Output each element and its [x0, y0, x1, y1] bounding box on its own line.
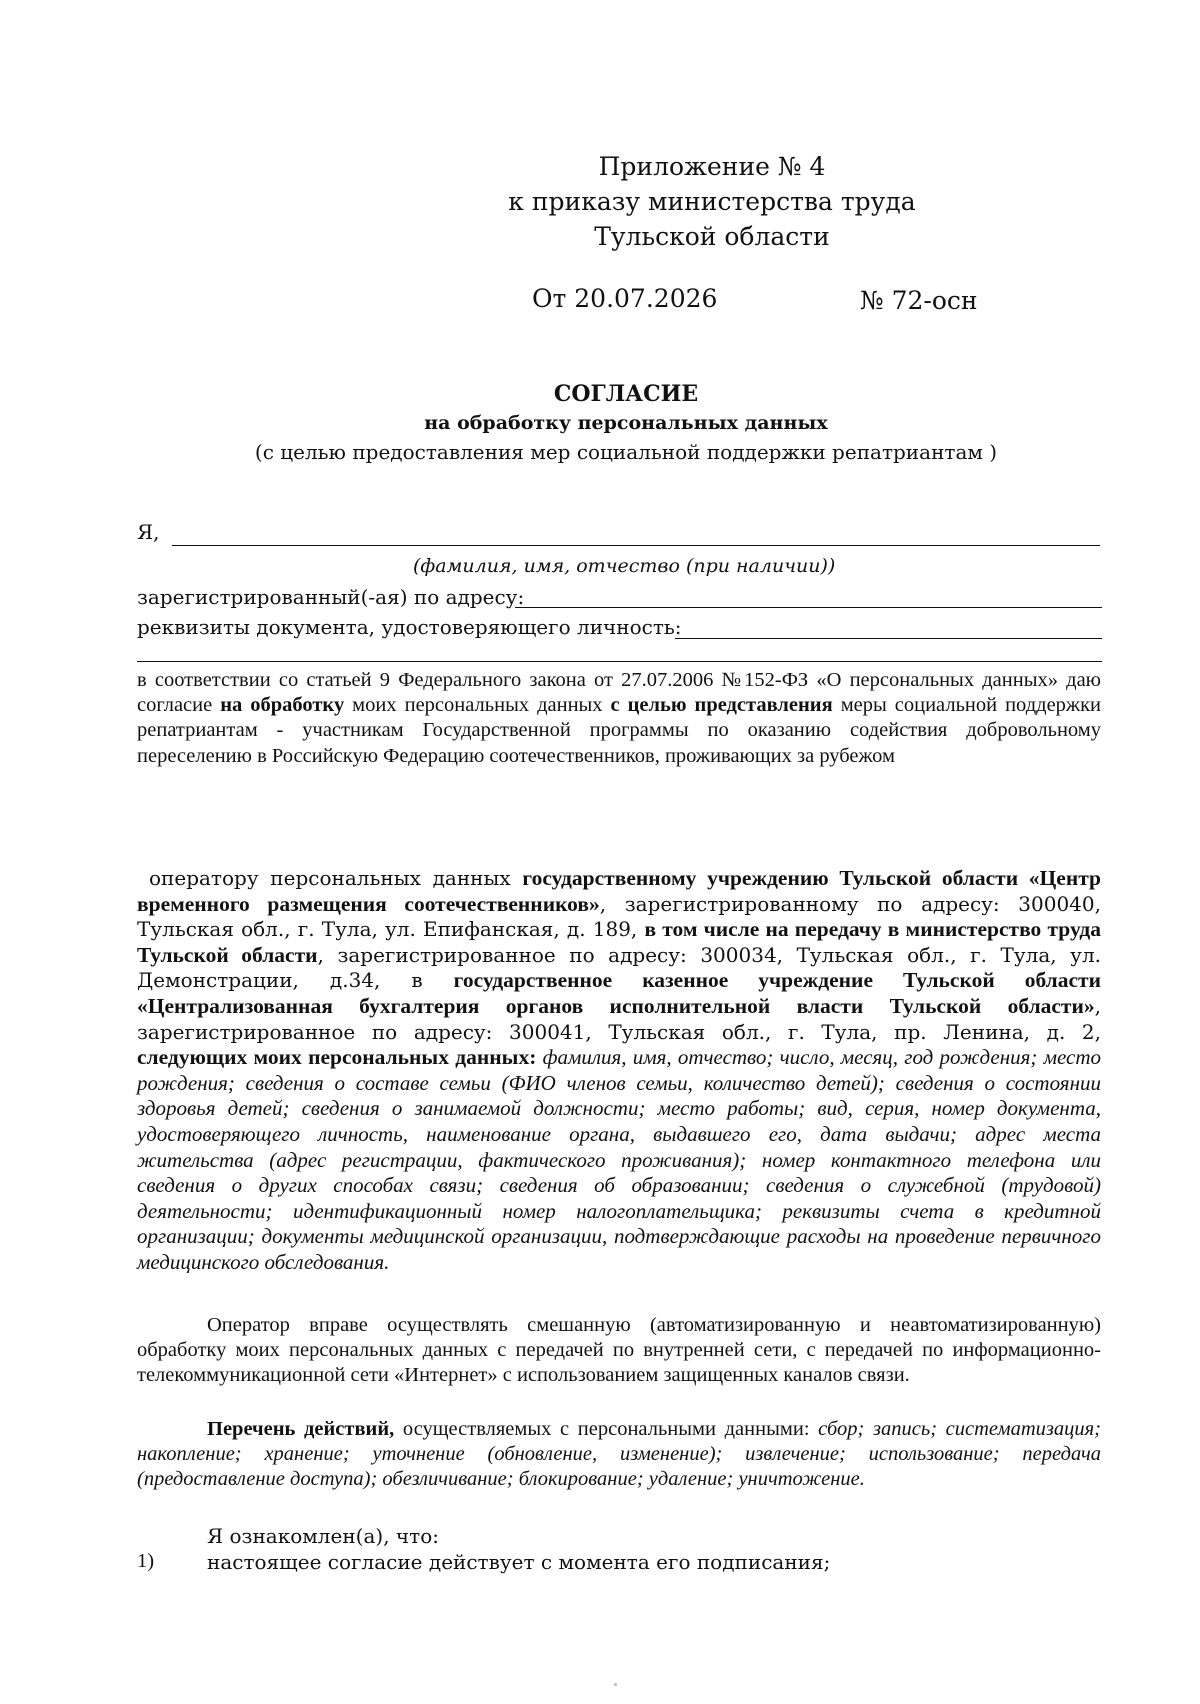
list-item-number: 1): [137, 1550, 155, 1572]
document-field-line-2[interactable]: [137, 661, 1102, 662]
acknowledgement-intro: Я ознакомлен(а), что:: [207, 1524, 439, 1548]
list-item-text: настоящее согласие действует с момента его подписания;: [207, 1550, 831, 1574]
document-field-line[interactable]: [675, 638, 1102, 639]
document-purpose: (с целью предоставления мер социальной поддержки репатриантам ): [254, 440, 998, 464]
scan-speck: [614, 1683, 617, 1686]
name-field-line[interactable]: [172, 545, 1100, 546]
order-date: От 20.07.2026: [532, 284, 718, 313]
address-field-line[interactable]: [515, 607, 1102, 608]
actions-list-paragraph: Перечень действий, осуществляемых с персональными данными: сбор; запись; систематизация; накопление; хранение; уточнение (обновление, изменение); извлечение; использование; передача (предоставление доступа); обезличивание; блокирование; удаление; уничтожение.: [137, 1418, 1102, 1491]
appendix-number: Приложение № 4: [598, 152, 826, 181]
name-label: Я,: [137, 520, 160, 544]
address-label: зарегистрированный(-ая) по адресу:: [137, 585, 525, 609]
name-field-hint: (фамилия, имя, отчество (при наличии)): [413, 555, 836, 577]
order-number: № 72-осн: [860, 286, 978, 315]
consent-basis-paragraph: в соответствии со статьей 9 Федерального закона от 27.07.2006 №152-ФЗ «О персональных данных» даю согласие на обработку моих персональных данных с целью представления меры социальной поддержки репатриантам - участникам Государственной программы по оказанию содействия добровольному переселению в Российскую Федерацию соотечественников, проживающих за рубежом: [137, 669, 1102, 767]
processing-method-paragraph: Оператор вправе осуществлять смешанную (автоматизированную и неавтоматизированную) обработку моих персональных данных с передачей по внутренней сети, с передачей по информационно-телекоммуникационной сети «Интернет» с использованием защищенных каналов связи.: [137, 1314, 1101, 1387]
document-subtitle: на обработку персональных данных: [424, 412, 828, 434]
document-label: реквизиты документа, удостоверяющего личность:: [137, 615, 682, 639]
appendix-region-line: Тульской области: [594, 222, 830, 251]
document-title: СОГЛАСИЕ: [553, 381, 699, 407]
appendix-order-line: к приказу министерства труда: [508, 187, 916, 216]
operator-paragraph: оператору персональных данных государственному учреждению Тульской области «Центр временного размещения соотечественников», зарегистрированному по адресу: 300040, Тульская обл., г. Тула, ул. Епифанская, д. 189, в том числе на передачу в министерство труда Тульской области, зарегистрированное по адресу: 300034, Тульская обл., г. Тула, ул. Демонстрации, д.34, в государственное казенное учреждение Тульской области «Централизованная бухгалтерия органов исполнительной власти Тульской области», зарегистрированное по адресу: 300041, Тульская обл., г. Тула, пр. Ленина, д. 2, следующих моих персональных данных: фамилия, имя, отчество; число, месяц, год рождения; место рождения; сведения о составе семьи (ФИО членов семьи, количество детей); сведения о состоянии здоровья детей; сведения о занимаемой должности; место работы; вид, серия, номер документа, удостоверяющего личность, наименование органа, выдавшего его, дата выдачи; адрес места жительства (адрес регистрации, фактического проживания); номер контактного телефона или сведения о других способах связи; сведения об образовании; сведения о служебной (трудовой) деятельности; идентификационный номер налогоплательщика; реквизиты счета в кредитной организации; документы медицинской организации, подтверждающие расходы на проведение первичного медицинского обследования.: [137, 866, 1102, 1274]
